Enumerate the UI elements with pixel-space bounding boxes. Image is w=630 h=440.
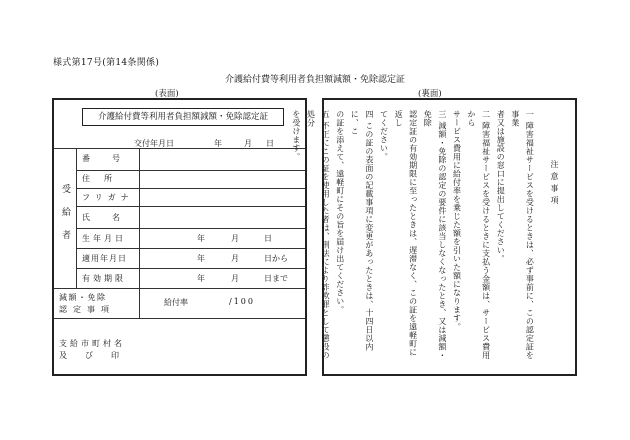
front-side-label: (表面) bbox=[155, 89, 179, 99]
row-label-furigana: フリガナ bbox=[82, 193, 134, 202]
row-divider bbox=[76, 188, 305, 189]
row-label-birth-date: 生年月日 bbox=[82, 234, 126, 243]
start-from-label: 日から bbox=[264, 254, 288, 263]
note-line: 者又は施設の窓口に提出してください。 bbox=[496, 110, 506, 263]
note-line: 認定証の有効期限に至ったときは、遅滞なく、この証を遠軽町に返し bbox=[394, 110, 418, 357]
row-divider bbox=[76, 170, 305, 171]
notes-heading: 注意事項 bbox=[550, 160, 559, 208]
row-divider bbox=[76, 268, 305, 269]
start-month-label: 月 bbox=[231, 254, 239, 263]
note-line: 二 障害福祉サービスを受けるときに支払う金額は、サービス費用から bbox=[467, 110, 491, 360]
certificate-title-box: 介護給付費等利用者負担額減額・免除認定証 bbox=[82, 108, 284, 126]
front-card bbox=[52, 98, 307, 376]
notes-text bbox=[288, 110, 561, 362]
back-card bbox=[291, 98, 577, 376]
table-top-border bbox=[54, 148, 305, 149]
recipient-group-label: 受給者 bbox=[60, 184, 70, 253]
row-divider bbox=[76, 228, 305, 229]
note-line: 四 この証の表面の記載事項に変更があったときは、十四日以内に、こ bbox=[350, 110, 374, 352]
valid-until-label: 日まで bbox=[264, 274, 288, 283]
row-label-number: 番号 bbox=[82, 154, 142, 163]
column-divider bbox=[76, 148, 77, 288]
document-title: 介護給付費等利用者負担額減額・免除認定証 bbox=[224, 75, 405, 85]
row-divider bbox=[54, 288, 305, 289]
issue-year-label: 年 bbox=[214, 139, 222, 148]
note-line: 五 不正にこの証を使用した者は、刑法により詐欺罪として懲役の処分 bbox=[306, 110, 331, 360]
note-line: の証を添えて、遠軽町にその旨を届け出てください。 bbox=[335, 110, 345, 314]
issue-date-label: 交付年月日 bbox=[134, 139, 174, 148]
note-line: 一 障害福祉サービスを受けるときは、必ず事前に、この認定証を事業 bbox=[510, 110, 535, 360]
row-label-address: 住所 bbox=[82, 174, 126, 183]
reduction-label-line2: 認定事項 bbox=[59, 305, 115, 314]
benefit-rate-label: 給付率 bbox=[164, 298, 188, 307]
row-label-name: 氏名 bbox=[82, 213, 142, 222]
column-divider bbox=[139, 148, 140, 318]
row-label-valid-period: 有効期限 bbox=[82, 274, 126, 283]
birth-month-label: 月 bbox=[231, 234, 239, 243]
issue-month-label: 月 bbox=[244, 139, 252, 148]
row-divider bbox=[54, 318, 305, 319]
note-line: サービス費用に給付率を乗じた額を引いた額になります。 bbox=[452, 110, 462, 331]
note-line: てください。 bbox=[379, 110, 389, 161]
row-label-start-date: 適用年月日 bbox=[82, 254, 127, 263]
note-line: を受けます。 bbox=[291, 110, 301, 161]
start-year-label: 年 bbox=[197, 254, 205, 263]
valid-year-label: 年 bbox=[197, 274, 205, 283]
note-line: 三 減額・免除の認定の要件に該当しなくなったとき、又は減額・免除 bbox=[423, 110, 447, 360]
row-divider bbox=[76, 206, 305, 207]
issue-day-label: 日 bbox=[266, 139, 274, 148]
reduction-label-line1: 減額・免除 bbox=[59, 293, 107, 302]
row-divider bbox=[76, 248, 305, 249]
payer-label-line1: 支給市町村名 bbox=[59, 339, 125, 348]
form-number: 様式第17号(第14条関係) bbox=[53, 58, 160, 68]
payer-label-line2: 及び印 bbox=[59, 351, 137, 360]
birth-day-label: 日 bbox=[264, 234, 272, 243]
birth-year-label: 年 bbox=[197, 234, 205, 243]
valid-month-label: 月 bbox=[231, 274, 239, 283]
benefit-rate-value: /100 bbox=[229, 297, 255, 306]
back-side-label: (裏面) bbox=[418, 89, 442, 99]
